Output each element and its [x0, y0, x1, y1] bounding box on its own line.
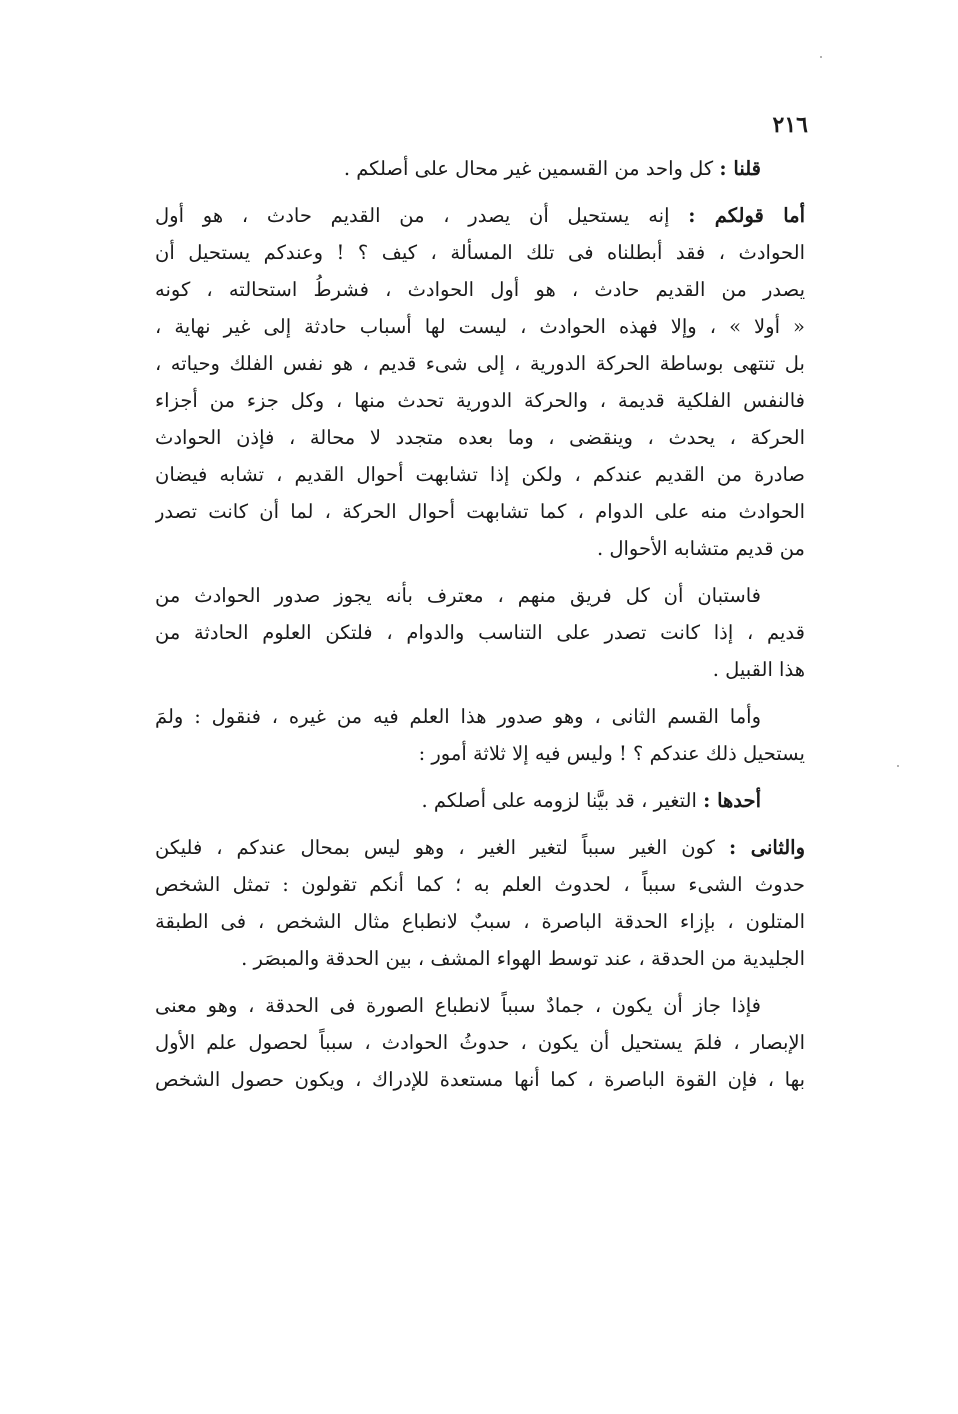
text-line: الحوادث ، فقد أبطلناه فى تلك المسألة ، كيف ؟ ! وعندكم يستحيل أن — [155, 241, 805, 264]
paragraph-2 — [155, 197, 805, 567]
text-line: حدوث الشىء سبباً ، لحدوث العلم به ؛ كما أنكم تقولون : تمثل الشخص — [155, 873, 805, 896]
text-line: من قديم متشابه الأحوال . — [596, 537, 805, 560]
page-body — [155, 150, 805, 1108]
text-line — [155, 150, 805, 187]
paragraph-5 — [155, 782, 805, 819]
paragraph-lead: أما قولكم : — [688, 204, 805, 227]
text-line: صادرة من القديم عندكم ، ولكن إذا تشابهت أحوال القديم ، تشابه فيضان — [155, 463, 805, 486]
scan-speck — [820, 56, 822, 58]
text-line — [155, 829, 805, 866]
paragraph-lead: أحدها : — [703, 789, 761, 812]
text-line: « أولا » ، وإلا فهذه الحوادث ، ليست لها أسباب حادثة إلى غير نهاية ، — [155, 315, 805, 338]
scan-speck — [897, 765, 899, 767]
text-line: الجليدية من الحدقة ، عند توسط الهواء المشف ، بين الحدقة والمبصَر . — [241, 947, 805, 970]
text-line: الإبصار ، فلمَ يستحيل أن يكون ، حدوثُ الحوادث ، سبباً لحصول علم الأول — [155, 1031, 805, 1054]
text-line: الحوادث منه على الدوام ، كما تشابهت أحوال الحركة ، لما أن كانت تصدر — [155, 500, 805, 523]
text-line — [155, 782, 805, 819]
paragraph-1 — [155, 150, 805, 187]
line-text: كون الغير سبباً لتغير الغير ، وهو ليس بمحال عندكم ، فليكن — [155, 836, 715, 859]
text-line: وأما القسم الثانى ، وهو صدور هذا العلم فيه من غيره ، فنقول : ولمَ — [155, 705, 761, 728]
text-line: يستحيل ذلك عندكم ؟ ! وليس فيه إلا ثلاثة أمور : — [418, 742, 805, 765]
paragraph-7 — [155, 987, 805, 1098]
paragraph-lead: قلنا : — [719, 157, 761, 180]
text-line: فإذا جاز أن يكون ، جمادٌ سبباً لانطباع الصورة فى الحدقة ، وهو معنى — [155, 994, 761, 1017]
text-line — [155, 197, 805, 234]
text-line: بل تنتهى بوساطة الحركة الدورية ، إلى شىء قديم ، هو نفس الفلك وحياته ، — [155, 352, 805, 375]
text-line: يصدر من القديم حادث ، هو أول الحوادث ، فشرطُ استحالته ، كونه — [155, 278, 805, 301]
line-text: كل واحد من القسمين غير محال على أصلكم . — [343, 157, 714, 180]
text-line: فاستبان أن كل فريق منهم ، معترف بأنه يجوز صدور الحوادث من — [155, 584, 761, 607]
paragraph-lead: والثانى : — [728, 836, 805, 859]
text-line: هذا القبيل . — [712, 658, 805, 681]
line-text: التغير ، قد بيَّنا لزومه على أصلكم . — [421, 789, 697, 812]
text-line: الحركة ، يحدث ، وينقضى ، وما بعده متجدد لا محالة ، فإذن الحوادث — [155, 426, 805, 449]
page-number: ٢١٦ — [772, 112, 808, 138]
paragraph-3 — [155, 577, 805, 688]
paragraph-6 — [155, 829, 805, 977]
text-line: بها ، فإن القوة الباصرة ، كما أنها مستعدة للإدراك ، ويكون حصول الشخص — [155, 1068, 805, 1091]
text-line: المتلون ، بإزاء الحدقة الباصرة ، سببٌ لانطباع مثال الشخص ، فى الطبقة — [155, 910, 805, 933]
line-text: إنه يستحيل أن يصدر ، من القديم حادث ، هو أول — [155, 204, 670, 227]
paragraph-4 — [155, 698, 805, 772]
text-line: فالنفس الفلكية قديمة ، والحركة الدورية تحدث منها ، وكل جزء من أجزاء — [155, 389, 805, 412]
text-line: قديم ، إذا كانت تصدر على التناسب والدوام ، فلتكن العلوم الحادثة من — [155, 621, 805, 644]
